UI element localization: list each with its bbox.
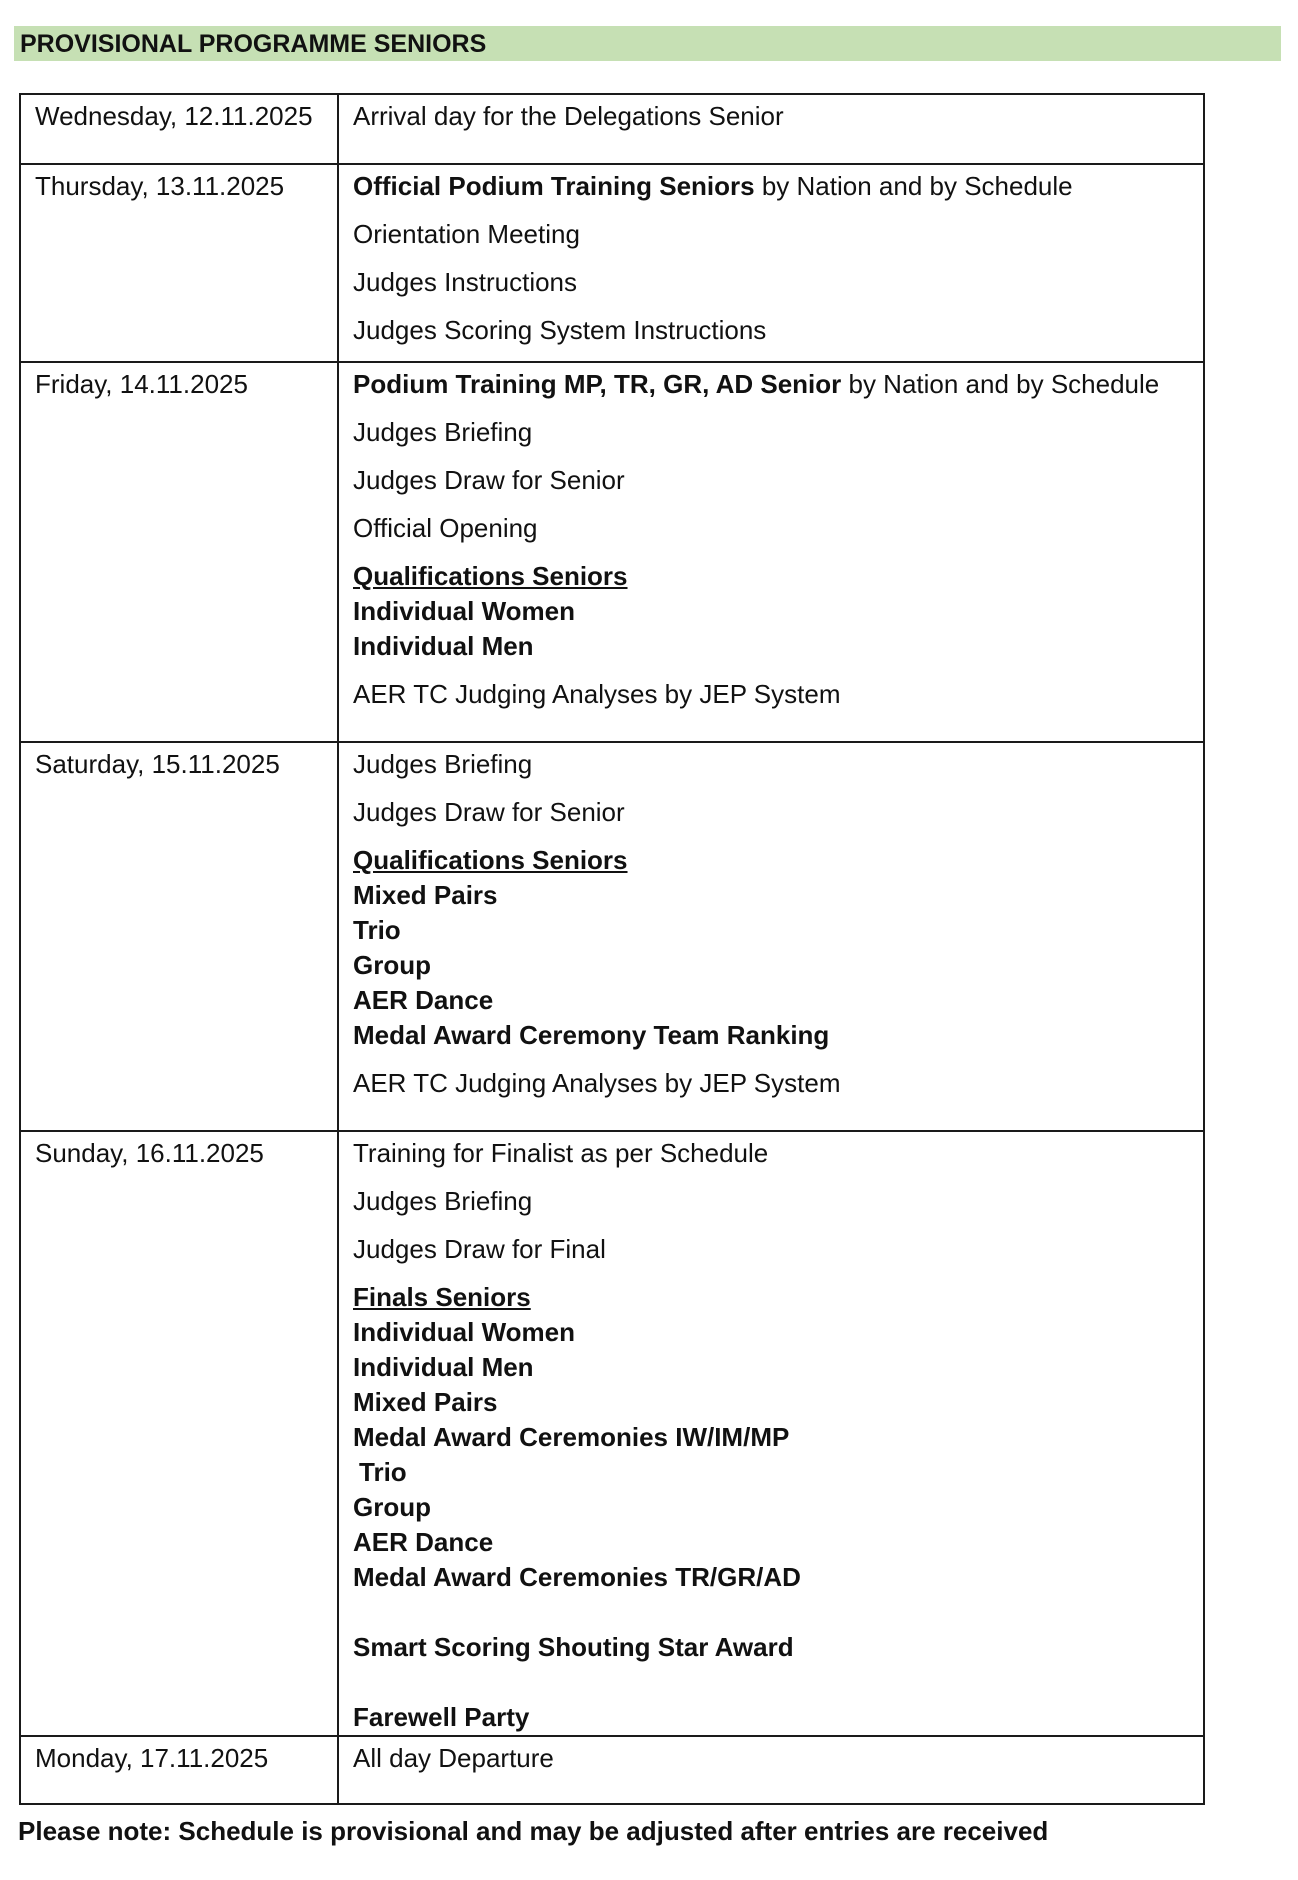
event-item: Judges Draw for Final: [353, 1234, 606, 1264]
event-item: Judges Draw for Senior: [353, 797, 625, 827]
spacer: [353, 1665, 1195, 1700]
table-row: [20, 164, 1204, 362]
event-item: Judges Scoring System Instructions: [353, 315, 767, 345]
event-lead-bold: Official Podium Training Seniors: [353, 171, 755, 201]
event-item: Arrival day for the Delegations Senior: [353, 101, 784, 131]
section-item: Mixed Pairs: [353, 1387, 498, 1417]
day-date: Friday, 14.11.2025: [20, 362, 338, 742]
section-item: Individual Women: [353, 1317, 575, 1347]
event-item: Judges Briefing: [353, 417, 533, 447]
table-row: [20, 742, 1204, 1131]
event-item: Judges Briefing: [353, 1186, 533, 1216]
section-item: Individual Women: [353, 596, 575, 626]
day-date: Wednesday, 12.11.2025: [20, 94, 338, 164]
section-item: Medal Award Ceremony Team Ranking: [353, 1020, 830, 1050]
event-item: Training for Finalist as per Schedule: [353, 1138, 769, 1168]
event-lead: [353, 169, 1195, 204]
section-title: Qualifications Seniors: [353, 561, 628, 591]
footnote: Please note: Schedule is provisional and may be adjusted after entries are received: [18, 1816, 1049, 1846]
section-item: Trio: [353, 915, 401, 945]
table-row: [20, 1736, 1204, 1804]
event-item: AER TC Judging Analyses by JEP System: [353, 1068, 841, 1098]
event-item: Official Opening: [353, 513, 538, 543]
table-row: [20, 1131, 1204, 1736]
section-item: Trio: [359, 1457, 407, 1487]
section-item: Farewell Party: [353, 1702, 530, 1732]
table-row: [20, 362, 1204, 742]
event-lead-bold: Podium Training MP, TR, GR, AD Senior: [353, 369, 842, 399]
programme-table: [19, 93, 1205, 1805]
section-item: Group: [353, 1492, 431, 1522]
day-events: [338, 1131, 1204, 1736]
section-item: Individual Men: [353, 1352, 534, 1382]
section-item: Medal Award Ceremonies TR/GR/AD: [353, 1562, 801, 1592]
day-events: [338, 362, 1204, 742]
section-item: Individual Men: [353, 631, 534, 661]
day-date: Thursday, 13.11.2025: [20, 164, 338, 362]
page-title: PROVISIONAL PROGRAMME SENIORS: [14, 26, 1281, 61]
event-item: Orientation Meeting: [353, 219, 580, 249]
day-events: [338, 94, 1204, 164]
day-date: Saturday, 15.11.2025: [20, 742, 338, 1131]
section-item: Group: [353, 950, 431, 980]
section-title: Qualifications Seniors: [353, 845, 628, 875]
section-item: AER Dance: [353, 985, 494, 1015]
event-lead-rest: by Nation and by Schedule: [754, 171, 1073, 201]
section-item: Smart Scoring Shouting Star Award: [353, 1632, 794, 1662]
section-item: Mixed Pairs: [353, 880, 498, 910]
day-date: Sunday, 16.11.2025: [20, 1131, 338, 1736]
event-item: Judges Draw for Senior: [353, 465, 625, 495]
event-item: All day Departure: [353, 1743, 554, 1773]
section-item: Medal Award Ceremonies IW/IM/MP: [353, 1422, 790, 1452]
spacer: [353, 1595, 1195, 1630]
event-lead: [353, 367, 1195, 402]
day-date: Monday, 17.11.2025: [20, 1736, 338, 1804]
event-item: Judges Briefing: [353, 749, 533, 779]
section-item: AER Dance: [353, 1527, 494, 1557]
event-item: Judges Instructions: [353, 267, 578, 297]
event-lead-rest: by Nation and by Schedule: [841, 369, 1160, 399]
table-row: [20, 94, 1204, 164]
day-events: [338, 164, 1204, 362]
day-events: [338, 1736, 1204, 1804]
section-title: Finals Seniors: [353, 1282, 531, 1312]
event-item: AER TC Judging Analyses by JEP System: [353, 679, 841, 709]
day-events: [338, 742, 1204, 1131]
